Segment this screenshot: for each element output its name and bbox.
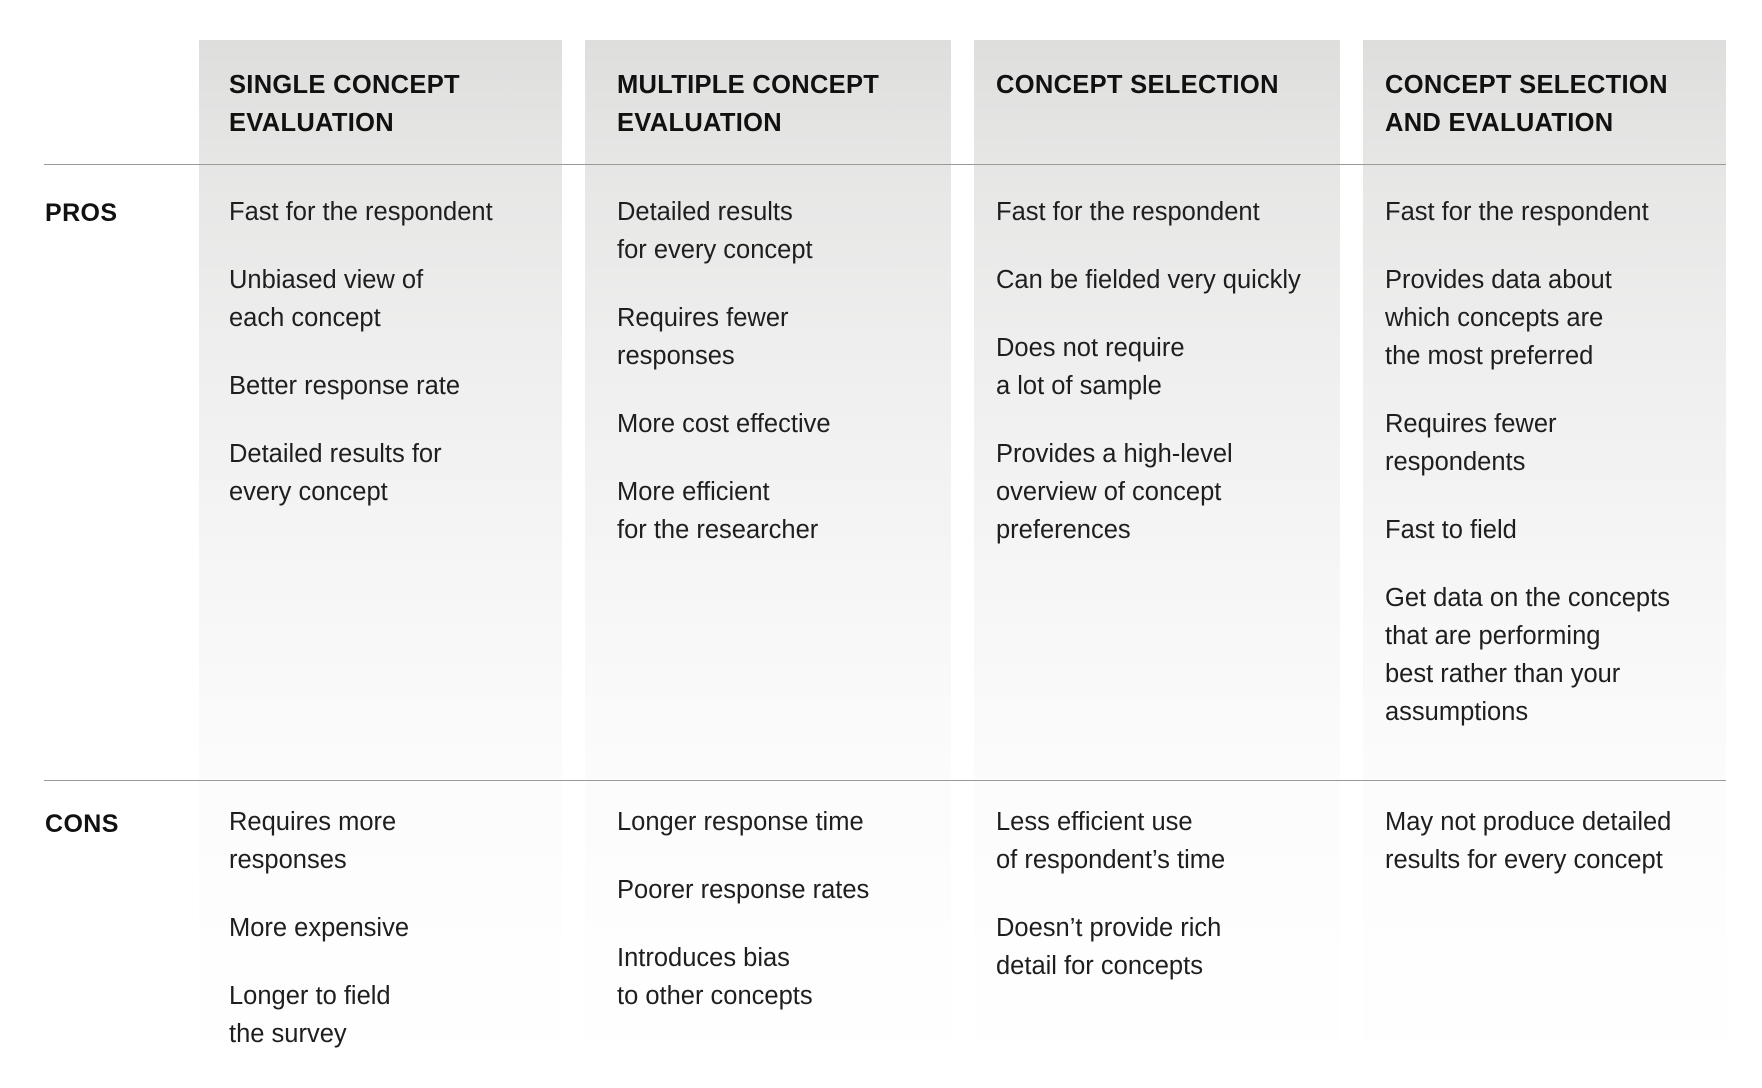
pros-item: Requires fewer responses [617, 304, 789, 370]
cons-item: May not produce detailed results for every concept [1385, 808, 1672, 874]
pros-item: Provides data about which concepts are the most preferred [1385, 266, 1612, 370]
pros-item: Detailed results for every concept [229, 440, 442, 506]
header-divider [44, 164, 1726, 165]
cons-item: Less efficient use of respondent’s time [996, 808, 1226, 874]
pros-item: Can be fielded very quickly [996, 266, 1301, 294]
cons-list-selection-and-evaluation [1385, 803, 1715, 909]
pros-list-selection-and-evaluation [1385, 193, 1715, 761]
column-heading-selection-and-evaluation: CONCEPT SELECTION AND EVALUATION [1385, 71, 1668, 137]
pros-item: Get data on the concepts that are performing best rather than your assumptions [1385, 584, 1670, 726]
pros-item: Fast for the respondent [1385, 198, 1649, 226]
pros-item: Requires fewer respondents [1385, 410, 1557, 476]
cons-item: More expensive [229, 914, 410, 942]
pros-list-single-concept [229, 193, 559, 541]
pros-item: Provides a high-level overview of concept preferences [996, 440, 1233, 544]
pros-item: More efficient for the researcher [617, 478, 819, 544]
column-heading-multiple-concept: MULTIPLE CONCEPT EVALUATION [617, 71, 880, 137]
cons-list-single-concept [229, 803, 559, 1083]
cons-item: Doesn’t provide rich detail for concepts [996, 914, 1222, 980]
cons-item: Longer to field the survey [229, 982, 391, 1048]
cons-list-multiple-concept [617, 803, 947, 1045]
pros-item: Fast for the respondent [996, 198, 1260, 226]
cons-item: Requires more responses [229, 808, 397, 874]
pros-cons-divider [44, 780, 1726, 781]
pros-list-concept-selection [996, 193, 1326, 579]
cons-item: Poorer response rates [617, 876, 870, 904]
pros-item: Detailed results for every concept [617, 198, 813, 264]
column-heading-single-concept: SINGLE CONCEPT EVALUATION [229, 71, 460, 137]
cons-list-concept-selection [996, 803, 1326, 1015]
pros-item: Fast to field [1385, 516, 1517, 544]
pros-item: More cost effective [617, 410, 831, 438]
pros-list-multiple-concept [617, 193, 947, 579]
column-heading-concept-selection: CONCEPT SELECTION [996, 71, 1279, 99]
pros-item: Better response rate [229, 372, 461, 400]
pros-item: Fast for the respondent [229, 198, 493, 226]
pros-row-label: PROS [45, 199, 118, 227]
cons-item: Introduces bias to other concepts [617, 944, 813, 1010]
pros-item: Does not require a lot of sample [996, 334, 1185, 400]
cons-item: Longer response time [617, 808, 864, 836]
cons-row-label: CONS [45, 810, 119, 838]
pros-item: Unbiased view of each concept [229, 266, 424, 332]
